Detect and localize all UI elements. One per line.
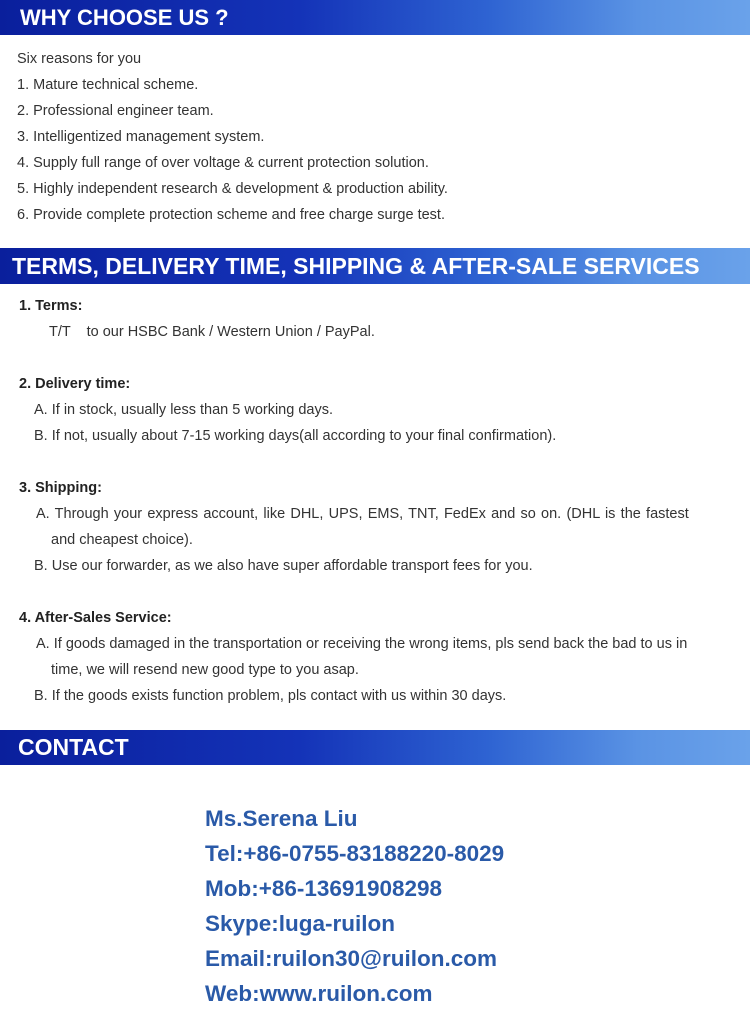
shipping-heading: 3. Shipping: — [19, 480, 102, 496]
reason-item: 6. Provide complete protection scheme and free charge surge test. — [17, 207, 445, 223]
delivery-item-a: A. If in stock, usually less than 5 working days. — [34, 402, 333, 418]
terms-banner — [0, 248, 750, 284]
reason-item: 4. Supply full range of over voltage & current protection solution. — [17, 155, 429, 171]
after-sales-item-a-cont: time, we will resend new good type to you asap. — [51, 662, 359, 678]
contact-mobile: Mob:+86-13691908298 — [205, 876, 443, 901]
after-sales-item-b: B. If the goods exists function problem, pls contact with us within 30 days. — [34, 688, 507, 704]
delivery-item-b: B. If not, usually about 7-15 working days(all according to your final confirmation). — [34, 428, 557, 444]
contact-tel: Tel:+86-0755-83188220-8029 — [205, 841, 505, 866]
reason-item: 5. Highly independent research & development & production ability. — [17, 181, 448, 197]
after-sales-item-a: A. If goods damaged in the transportation or receiving the wrong items, pls send back the bad to us in — [36, 636, 688, 652]
contact-banner — [0, 730, 750, 765]
terms-text: T/T to our HSBC Bank / Western Union / PayPal. — [49, 324, 375, 340]
reason-item: 1. Mature technical scheme. — [17, 77, 199, 93]
terms-title: TERMS, DELIVERY TIME, SHIPPING & AFTER-SALE SERVICES — [12, 252, 700, 279]
contact-title: CONTACT — [18, 734, 129, 760]
shipping-item-a-cont: and cheapest choice). — [51, 532, 193, 548]
contact-name: Ms.Serena Liu — [205, 806, 358, 831]
why-choose-us-banner — [0, 0, 750, 35]
shipping-item-b: B. Use our forwarder, as we also have super affordable transport fees for you. — [34, 558, 533, 574]
contact-web: Web:www.ruilon.com — [205, 981, 433, 1006]
reason-item: 3. Intelligentized management system. — [17, 129, 265, 145]
after-sales-heading: 4. After-Sales Service: — [19, 610, 172, 626]
contact-email: Email:ruilon30@ruilon.com — [205, 946, 497, 971]
reason-item: 2. Professional engineer team. — [17, 103, 214, 119]
why-choose-us-title: WHY CHOOSE US ? — [20, 4, 229, 30]
terms-heading: 1. Terms: — [19, 298, 83, 314]
why-intro: Six reasons for you — [17, 51, 142, 67]
delivery-heading: 2. Delivery time: — [19, 376, 131, 392]
contact-skype: Skype:luga-ruilon — [205, 911, 396, 936]
shipping-item-a: A. Through your express account, like DHL, UPS, EMS, TNT, FedEx and so on. (DHL is the fastest — [36, 506, 689, 522]
